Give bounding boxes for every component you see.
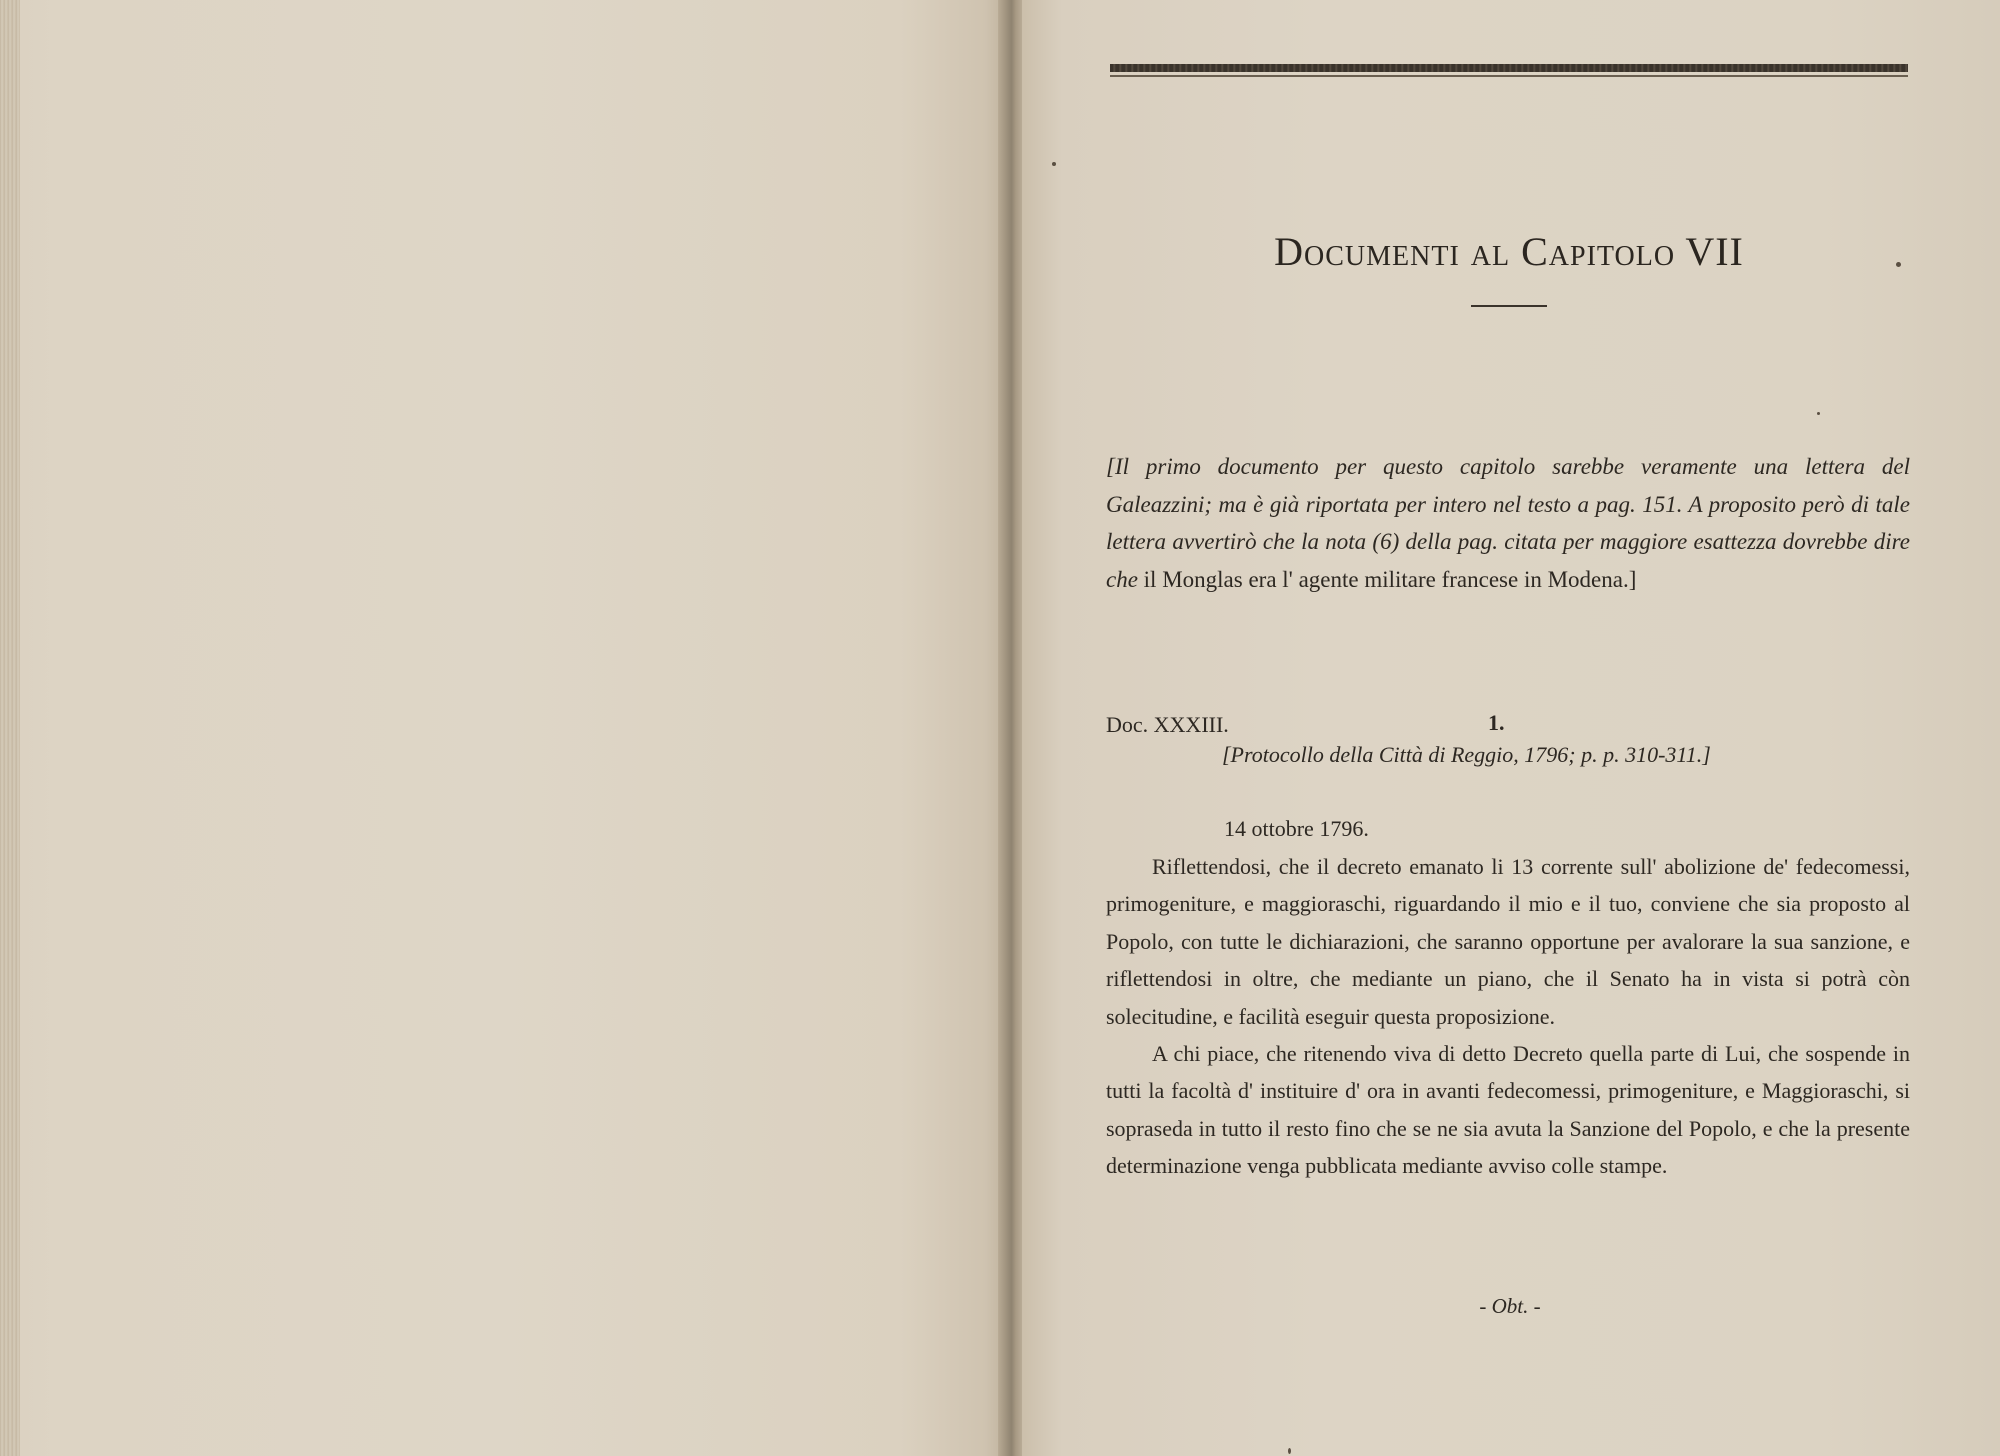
page-edge <box>0 0 20 1456</box>
paper-speck <box>1817 412 1820 415</box>
paper-speck <box>1896 262 1901 267</box>
body-paragraph: Riflettendosi, che il decreto emanato li 13 corrente sull' abolizione de' fedecomessi, primogeniture, e maggioraschi, riguardando il mio e il tuo, conviene che sia proposto al Popolo, con tutte le dichiarazioni, che saranno opportune per avalorare la sua sanzione, e riflettendosi in oltre, che mediante un piano, che il Senato ha in vista si potrà còn solecitudine, e facilità eseguir questa proposizione. <box>1106 854 1910 1029</box>
document-number: 1. <box>1488 710 1505 735</box>
title-rule <box>1471 305 1547 307</box>
body-paragraph: A chi piace, che ritenendo viva di detto Decreto quella parte di Lui, che sospende in tutti la facoltà d' instituire d' ora in avanti fedecomessi, primogeniture, e Maggioraschi, si sopraseda in tutto il resto fino che se ne sia avuta la Sanzione del Popolo, e che la presente determinazione venga pubblicata mediante avviso colle stampe. <box>1106 1041 1910 1179</box>
header-rule <box>1110 64 1908 72</box>
intro-note-roman: il Monglas era l' agente militare francese in Modena.] <box>1143 566 1637 592</box>
paper-speck <box>1288 1448 1291 1454</box>
document-label: Doc. XXXIII. <box>1106 712 1229 737</box>
intro-note-italic: [Il primo documento per questo capitolo sarebbe veramente una lettera del Galeazzini; ma è già riportata per intero nel testo a pag. 151. A proposito però di tale lettera avvertirò che la nota (6) della pag. citata per maggiore esattezza dovrebbe dire che <box>1106 454 1910 592</box>
intro-note <box>1106 448 1910 598</box>
document-body <box>1106 848 1910 1185</box>
paper-speck <box>1052 162 1056 166</box>
header-rule-thin <box>1110 75 1908 77</box>
chapter-title: Documenti al Capitolo VII <box>1274 229 1744 274</box>
document-date: 14 ottobre 1796. <box>1224 816 1369 841</box>
catchword: - Obt. - <box>1479 1294 1541 1318</box>
document-source: [Protocollo della Città di Reggio, 1796; p. p. 310-311.] <box>1222 742 1711 767</box>
